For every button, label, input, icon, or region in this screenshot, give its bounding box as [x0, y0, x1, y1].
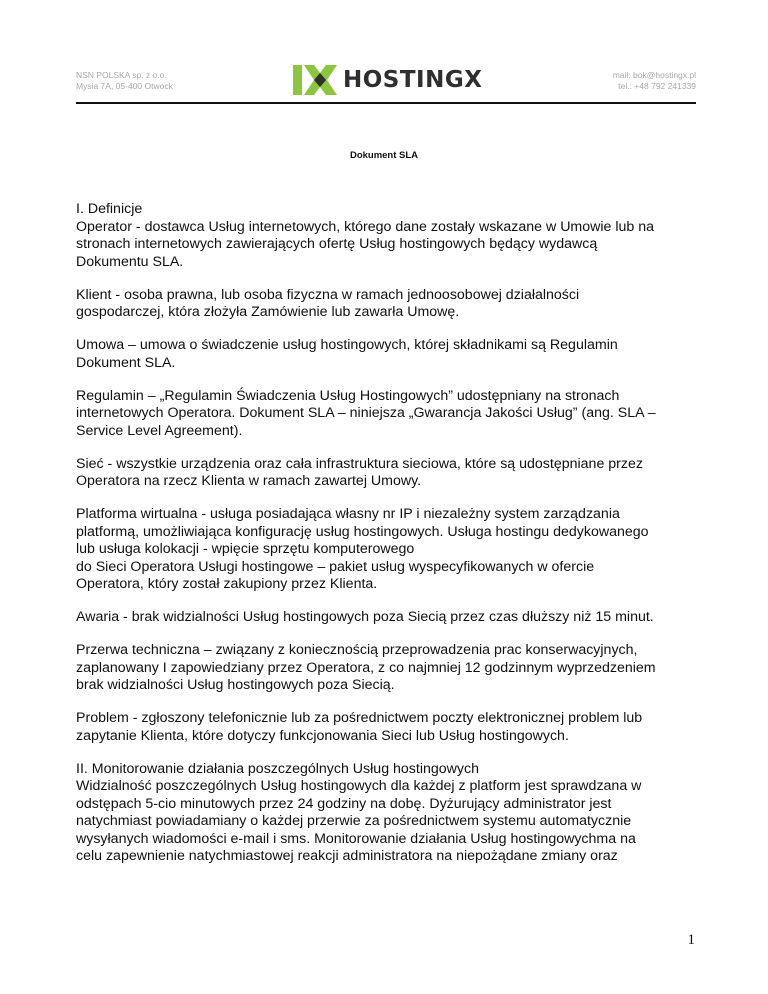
header-divider — [76, 102, 696, 104]
company-info — [76, 70, 266, 92]
paragraph — [76, 201, 706, 271]
text-line: Dokument SLA. — [76, 354, 176, 371]
text-line: Operator - dostawca Usług internetowych, którego dane zostały wskazane w Umowie lub na — [76, 218, 655, 235]
text-line: Problem - zgłoszony telefonicznie lub za pośrednictwem poczty elektronicznej problem lub — [76, 710, 643, 726]
text-line: celu zapewnienie natychmiastowej reakcji administratora na niepożądane zmiany oraz — [76, 848, 618, 864]
logo-text: HOSTINGX — [343, 67, 483, 93]
text-line: Klient - osoba prawna, lub osoba fizyczna w ramach jednoosobowej działalności — [76, 286, 580, 303]
hostingx-logo-mark-icon — [293, 65, 337, 95]
document-title: Dokument SLA — [349, 150, 419, 161]
text-line: brak widzialności Usług hostingowych poza Siecią. — [76, 677, 395, 693]
text-line: Service Level Agreement). — [76, 422, 243, 439]
paragraph — [76, 710, 706, 745]
text-line: zapytanie Klienta, które dotyczy funkcjonowania Sieci lub Usług hostingowych. — [76, 727, 569, 744]
text-line: platformą, umożliwiająca konfigurację usług hostingowych. Usługa hostingu dedykowanego — [76, 523, 649, 540]
contact-info — [496, 70, 696, 92]
text-line: lub usługa kolokacji - wpięcie sprzętu komputerowego — [76, 541, 415, 557]
text-line: Platforma wirtualna - usługa posiadająca własny nr IP i niezależny system zarządzania — [76, 506, 620, 522]
text-line: odstępach 5-cio minutowych przez 24 godziny na dobę. Dyżurujący administrator jest — [76, 795, 612, 812]
text-line: internetowych Operatora. Dokument SLA – niniejsza „Gwarancja Jakości Usług” (ang. SLA – — [76, 405, 656, 421]
text-line: I. Definicje — [76, 201, 143, 217]
contact-mail: mail: bok@hostingx.pl — [612, 70, 696, 80]
text-line: wysyłanych wiadomości e-mail i sms. Monitorowanie działania Usług hostingowychma na — [76, 830, 636, 847]
text-line: natychmiast powiadamiany o każdej przerwie za pośrednictwem systemu automatycznie — [76, 813, 632, 829]
paragraph — [76, 337, 706, 372]
paragraph — [76, 609, 706, 627]
text-line: Widzialność poszczególnych Usług hostingowych dla każdej z platform jest sprawdzana w — [76, 778, 642, 794]
text-line: Umowa – umowa o świadczenie usług hostingowych, której składnikami są Regulamin — [76, 337, 618, 353]
text-line: Sieć - wszystkie urządzenia oraz cała infrastruktura sieciowa, które są udostępniane przez — [76, 455, 643, 472]
text-line: Operatora, który został zakupiony przez Klienta. — [76, 576, 378, 592]
text-line: zaplanowany I zapowiedziany przez Operatora, z co najmniej 12 godzinnym wyprzedzeniem — [76, 659, 656, 676]
paragraph — [76, 388, 706, 441]
contact-tel: tel.: +48 792 241339 — [618, 81, 696, 91]
company-address: Mysia 7A, 05-400 Otwock — [76, 81, 173, 91]
company-name: NSN POLSKA sp. z o.o. — [76, 70, 167, 80]
text-line: do Sieci Operatora Usługi hostingowe – pakiet usług wyspecyfikowanych w ofercie — [76, 558, 595, 575]
document-body — [76, 201, 706, 881]
paragraph — [76, 287, 706, 322]
text-line: Operatora na rzecz Klienta w ramach zawartej Umowy. — [76, 473, 422, 489]
hostingx-logo — [293, 63, 482, 97]
text-line: Awaria - brak widzialności Usług hostingowych poza Siecią przez czas dłuższy niż 15 minut. — [76, 609, 654, 625]
paragraph — [76, 761, 706, 866]
page-number: 1 — [687, 932, 695, 948]
text-line: Przerwa techniczna – związany z koniecznością przeprowadzenia prac konserwacyjnych, — [76, 642, 638, 658]
text-line: stronach internetowych zawierających ofertę Usług hostingowych będący wydawcą — [76, 236, 598, 252]
text-line: Regulamin – „Regulamin Świadczenia Usług Hostingowych” udostępniany na stronach — [76, 387, 620, 404]
text-line: gospodarczej, która złożyła Zamówienie lub zawarła Umowę. — [76, 304, 460, 320]
paragraph — [76, 642, 706, 695]
page-header — [0, 0, 768, 110]
paragraph — [76, 506, 706, 594]
text-line: Dokumentu SLA. — [76, 253, 184, 270]
text-line: II. Monitorowanie działania poszczególnych Usług hostingowych — [76, 760, 479, 777]
paragraph — [76, 456, 706, 491]
